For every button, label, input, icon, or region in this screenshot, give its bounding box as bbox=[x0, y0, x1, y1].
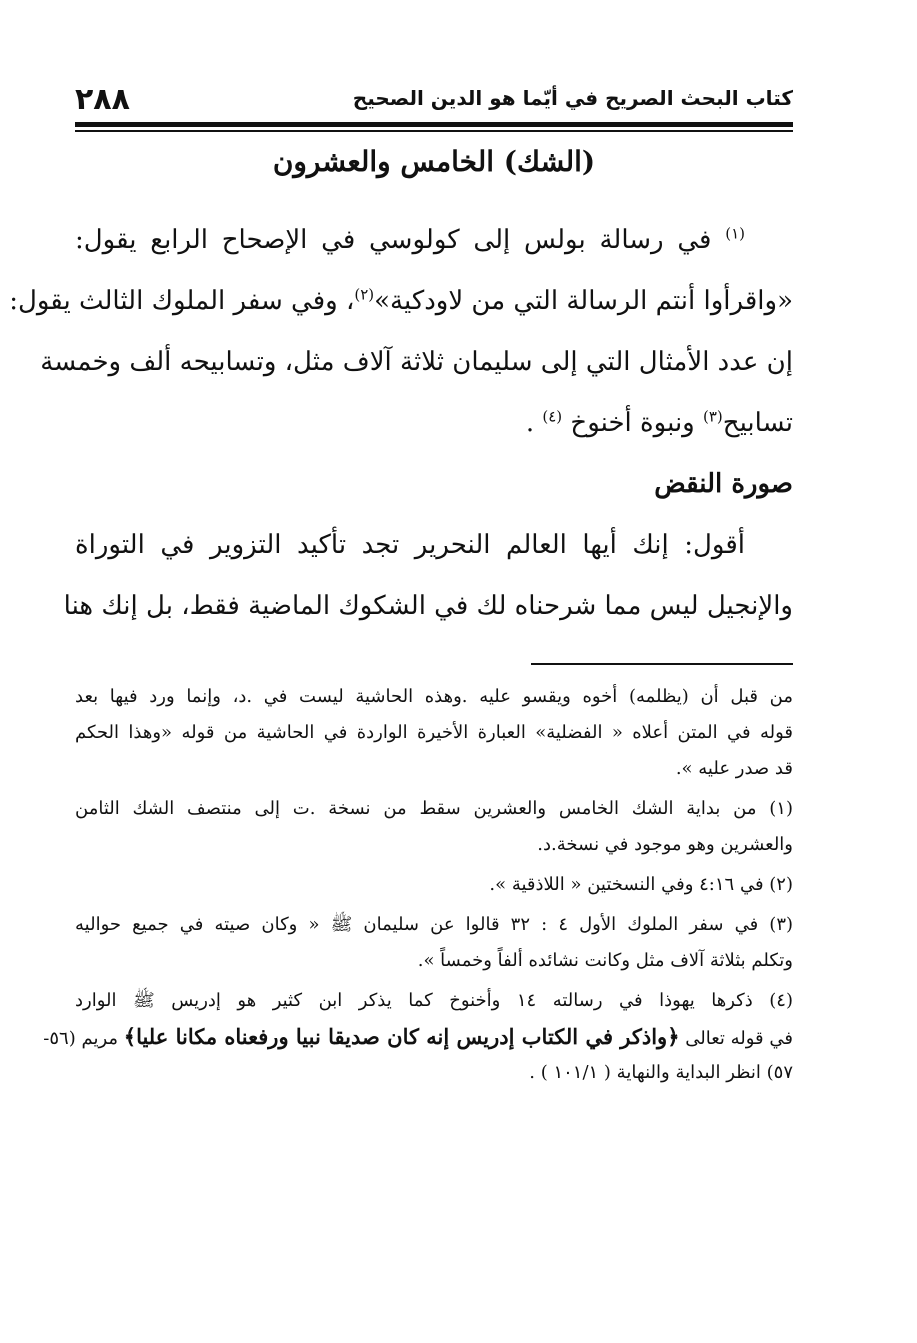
footnote-separator bbox=[531, 663, 793, 665]
footnote-line: والعشرين وهو موجود في نسخة.د. bbox=[537, 834, 793, 855]
body-line bbox=[9, 271, 793, 332]
section-title: (الشك) الخامس والعشرون bbox=[272, 145, 596, 178]
header-rule-thin bbox=[75, 130, 793, 132]
footnote-line: قوله في المتن أعلاه « الفضلية» العبارة الأخيرة الواردة في الحاشية من قوله «وهذا الحكم bbox=[75, 722, 793, 743]
body-text: ، وفي سفر الملوك الثالث يقول: bbox=[9, 286, 355, 316]
body-text: ونبوة أخنوخ bbox=[562, 408, 703, 438]
page-header bbox=[75, 82, 793, 122]
footnote-line: وتكلم بثلاثة آلاف مثل وكانت نشائده ألفاً وخمساً ». bbox=[417, 950, 793, 971]
footnote-ref: (١) bbox=[725, 224, 745, 243]
footnote-ref: (٢) bbox=[354, 285, 375, 304]
footnote-3: (٣) في سفر الملوك الأول ٤ : ٣٢ قالوا عن سليمان ﷺ « وكان صيته في جميع حواليه bbox=[75, 914, 794, 935]
footnote-line: من قبل أن (يظلمه) أخوه ويقسو عليه .وهذه الحاشية ليست في .د، وإنما ورد فيها بعد bbox=[75, 686, 793, 707]
running-title: كتاب البحث الصريح في أيّما هو الدين الصحيح bbox=[352, 86, 793, 110]
footnote-line: ٥٧) انظر البداية والنهاية ( ١٠١/١ ) . bbox=[529, 1062, 793, 1083]
footnote-4: (٤) ذكرها يهوذا في رسالته ١٤ وأخنوخ كما يذكر ابن كثير هو إدريس ﷺ الوارد bbox=[75, 990, 793, 1011]
body-line: أقول: إنك أيها العالم النحرير تجد تأكيد التزوير في التوراة bbox=[75, 530, 745, 560]
footnote-line: قد صدر عليه ». bbox=[675, 758, 793, 779]
body-text: في رسالة بولس إلى كولوسي في الإصحاح الرابع يقول: bbox=[75, 225, 712, 255]
footnote-ref: (٤) bbox=[542, 407, 563, 426]
page-number: ٢٨٨ bbox=[75, 82, 130, 117]
quran-verse: ﴿واذكر في الكتاب إدريس إنه كان صديقا نبيا ورفعناه مكانا عليا﴾ bbox=[123, 1024, 680, 1049]
footnote-2: (٢) في ٤:١٦ وفي النسختين « اللاذقية ». bbox=[489, 874, 793, 895]
footnote-line bbox=[43, 1019, 793, 1055]
footnote-text: في قوله تعالى bbox=[679, 1028, 793, 1049]
footnote-text: مريم (٥٦- bbox=[43, 1028, 124, 1049]
body-line: والإنجيل ليس مما شرحناه لك في الشكوك الماضية فقط، بل إنك هنا bbox=[63, 591, 793, 621]
footnote-ref: (٣) bbox=[703, 407, 723, 426]
main-text bbox=[9, 210, 793, 637]
body-line bbox=[75, 393, 793, 454]
header-rule-thick bbox=[75, 122, 793, 127]
body-line bbox=[75, 210, 793, 271]
subheading: صورة النقض bbox=[654, 469, 793, 499]
footnote-1: (١) من بداية الشك الخامس والعشرين سقط من نسخة .ت إلى منتصف الشك الثامن bbox=[75, 798, 793, 819]
body-text: تسابيح bbox=[722, 408, 793, 438]
footnotes bbox=[43, 679, 794, 1091]
body-line: إن عدد الأمثال التي إلى سليمان ثلاثة آلاف مثل، وتسابيحه ألف وخمسة bbox=[40, 347, 793, 377]
quote-text: «واقرأوا أنتم الرسالة التي من لاودكية» bbox=[374, 286, 793, 316]
body-text: . bbox=[525, 408, 543, 438]
